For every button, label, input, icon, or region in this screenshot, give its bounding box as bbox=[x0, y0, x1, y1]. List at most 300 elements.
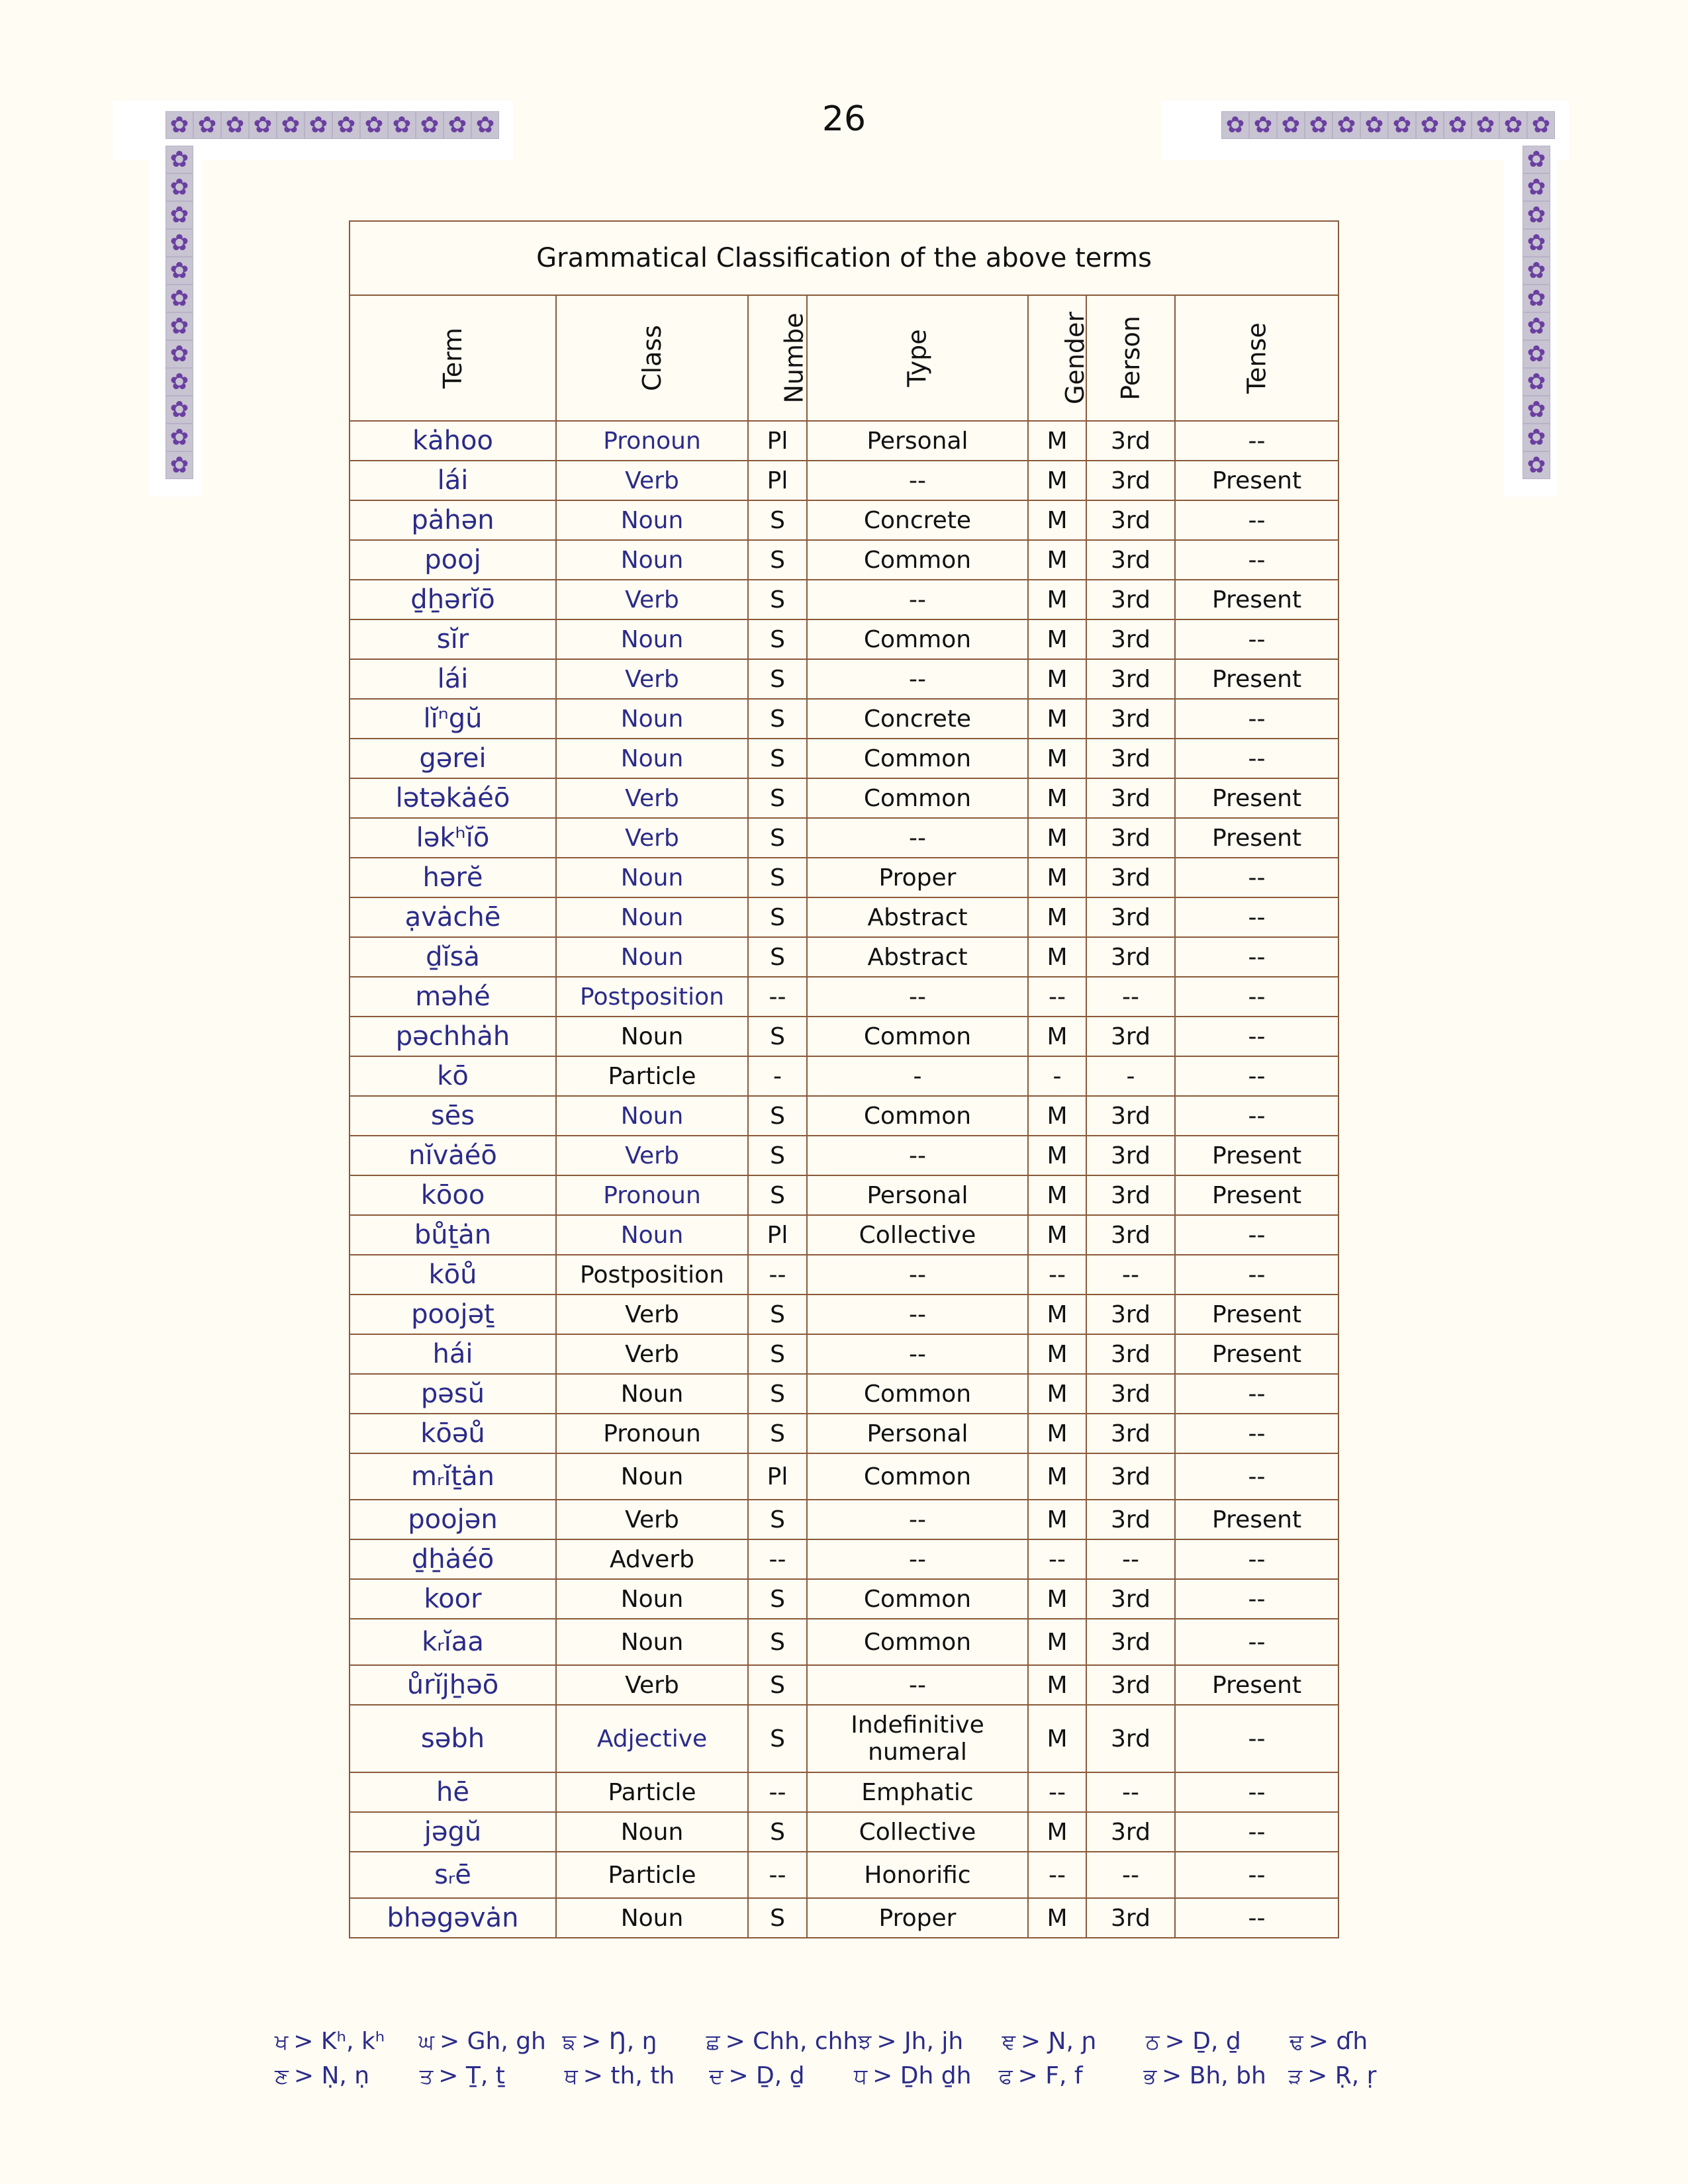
cell-person: 3rd bbox=[1086, 1414, 1175, 1453]
table-row bbox=[350, 421, 1338, 461]
cell-tense: Present bbox=[1175, 1295, 1338, 1334]
gurmukhi-letter: ਦ bbox=[709, 2063, 724, 2089]
cell-class: Verb bbox=[556, 1334, 748, 1374]
legend-item bbox=[565, 2062, 710, 2089]
legend-mapping: > Ɲ, ɲ bbox=[1020, 2027, 1097, 2055]
table-row bbox=[350, 1056, 1338, 1096]
cell-tense: -- bbox=[1175, 1374, 1338, 1414]
table-row bbox=[350, 699, 1338, 739]
cell-term: kōəů bbox=[350, 1414, 556, 1453]
flower-icon: ✿ bbox=[165, 340, 193, 368]
table-row bbox=[350, 1898, 1338, 1938]
cell-term: kō bbox=[350, 1056, 556, 1096]
cell-type: Common bbox=[807, 1374, 1028, 1414]
flower-icon: ✿ bbox=[1523, 257, 1550, 285]
cell-type: Collective bbox=[807, 1215, 1028, 1255]
cell-number: S bbox=[748, 1500, 807, 1539]
table-row bbox=[350, 739, 1338, 778]
gurmukhi-letter: ਢ bbox=[1289, 2028, 1303, 2054]
column-header-label: Type bbox=[903, 329, 932, 387]
cell-person: -- bbox=[1086, 1852, 1175, 1898]
legend-mapping: > Ḏh ḏh bbox=[872, 2062, 972, 2089]
cell-tense: Present bbox=[1175, 461, 1338, 500]
flower-icon: ✿ bbox=[1523, 173, 1550, 201]
legend-mapping: > th, th bbox=[583, 2062, 675, 2089]
legend-mapping: > Ṛ, ṛ bbox=[1307, 2062, 1377, 2089]
column-header-label: Tense bbox=[1242, 322, 1272, 394]
cell-class: Verb bbox=[556, 580, 748, 619]
cell-person: 3rd bbox=[1086, 619, 1175, 659]
cell-gender: -- bbox=[1028, 1772, 1086, 1812]
column-header-label: Gender bbox=[1060, 311, 1090, 405]
cell-type: - bbox=[807, 1056, 1028, 1096]
cell-term: lái bbox=[350, 659, 556, 699]
column-header-term bbox=[350, 295, 556, 421]
cell-tense: -- bbox=[1175, 1056, 1338, 1096]
cell-number: S bbox=[748, 500, 807, 540]
cell-tense: -- bbox=[1175, 1772, 1338, 1812]
cell-tense: -- bbox=[1175, 1453, 1338, 1500]
cell-gender: M bbox=[1028, 580, 1086, 619]
cell-tense: -- bbox=[1175, 1898, 1338, 1938]
cell-person: -- bbox=[1086, 1255, 1175, 1295]
gurmukhi-letter: ਤ bbox=[419, 2063, 434, 2089]
cell-tense: Present bbox=[1175, 1175, 1338, 1215]
cell-class: Noun bbox=[556, 1215, 748, 1255]
cell-type: Common bbox=[807, 1096, 1028, 1136]
gurmukhi-letter: ਥ bbox=[564, 2063, 578, 2089]
cell-type: Personal bbox=[807, 1414, 1028, 1453]
cell-class: Noun bbox=[556, 1453, 748, 1500]
gurmukhi-letter: ਝ bbox=[858, 2028, 872, 2054]
cell-person: 3rd bbox=[1086, 1096, 1175, 1136]
cell-number: S bbox=[748, 1096, 807, 1136]
cell-person: 3rd bbox=[1086, 1898, 1175, 1938]
flower-icon: ✿ bbox=[1523, 424, 1550, 451]
cell-type: Proper bbox=[807, 1898, 1028, 1938]
cell-number: S bbox=[748, 1705, 807, 1772]
legend-item bbox=[858, 2028, 1002, 2055]
flower-icon: ✿ bbox=[1523, 229, 1550, 257]
flower-icon: ✿ bbox=[1360, 111, 1388, 139]
legend-mapping: > Ṇ, ṇ bbox=[293, 2062, 370, 2089]
cell-type: -- bbox=[807, 580, 1028, 619]
cell-term: ůrĭjẖəō bbox=[350, 1665, 556, 1705]
cell-term: ḏẖȧéō bbox=[350, 1539, 556, 1579]
cell-number: S bbox=[748, 937, 807, 977]
cell-gender: -- bbox=[1028, 1852, 1086, 1898]
cell-class: Noun bbox=[556, 540, 748, 580]
flower-icon: ✿ bbox=[1305, 111, 1333, 139]
cell-class: Postposition bbox=[556, 1255, 748, 1295]
cell-class: Noun bbox=[556, 897, 748, 937]
cell-person: 3rd bbox=[1086, 858, 1175, 897]
gurmukhi-letter: ਞ bbox=[1002, 2028, 1015, 2054]
column-header-label: Person bbox=[1115, 316, 1145, 400]
flower-icon: ✿ bbox=[360, 111, 388, 139]
cell-term: sēs bbox=[350, 1096, 556, 1136]
cell-gender: M bbox=[1028, 1453, 1086, 1500]
cell-person: 3rd bbox=[1086, 1619, 1175, 1665]
cell-term: lái bbox=[350, 461, 556, 500]
legend-mapping: > Chh, chh bbox=[725, 2027, 859, 2055]
cell-class: Noun bbox=[556, 739, 748, 778]
cell-type: Common bbox=[807, 1579, 1028, 1619]
table-row bbox=[350, 1705, 1338, 1772]
cell-term: pooj bbox=[350, 540, 556, 580]
cell-number: S bbox=[748, 1374, 807, 1414]
cell-class: Verb bbox=[556, 659, 748, 699]
cell-type: Personal bbox=[807, 1175, 1028, 1215]
table-row bbox=[350, 540, 1338, 580]
cell-class: Postposition bbox=[556, 977, 748, 1017]
flower-icon: ✿ bbox=[1249, 111, 1277, 139]
legend-item bbox=[1288, 2062, 1433, 2089]
gurmukhi-letter: ਘ bbox=[418, 2028, 434, 2054]
cell-class: Verb bbox=[556, 461, 748, 500]
transliteration-legend bbox=[275, 2024, 1433, 2093]
cell-gender: M bbox=[1028, 540, 1086, 580]
cell-gender: M bbox=[1028, 1374, 1086, 1414]
cell-gender: -- bbox=[1028, 1539, 1086, 1579]
cell-term: gərei bbox=[350, 739, 556, 778]
legend-mapping: > Ḏ, ḏ bbox=[728, 2062, 805, 2089]
legend-mapping: > F, f bbox=[1017, 2062, 1083, 2089]
cell-gender: M bbox=[1028, 699, 1086, 739]
cell-term: bhəgəvȧn bbox=[350, 1898, 556, 1938]
cell-gender: M bbox=[1028, 1619, 1086, 1665]
flower-icon: ✿ bbox=[165, 285, 193, 312]
table-row bbox=[350, 1017, 1338, 1056]
cell-tense: -- bbox=[1175, 500, 1338, 540]
cell-person: 3rd bbox=[1086, 937, 1175, 977]
cell-type: Abstract bbox=[807, 937, 1028, 977]
cell-number: S bbox=[748, 699, 807, 739]
cell-tense: Present bbox=[1175, 1334, 1338, 1374]
cell-gender: M bbox=[1028, 1136, 1086, 1175]
cell-class: Verb bbox=[556, 818, 748, 858]
cell-type: -- bbox=[807, 1665, 1028, 1705]
table-row bbox=[350, 500, 1338, 540]
cell-type: -- bbox=[807, 659, 1028, 699]
table-row bbox=[350, 659, 1338, 699]
cell-gender: M bbox=[1028, 1295, 1086, 1334]
cell-number: S bbox=[748, 659, 807, 699]
cell-type: -- bbox=[807, 461, 1028, 500]
cell-number: S bbox=[748, 1414, 807, 1453]
cell-type: Concrete bbox=[807, 500, 1028, 540]
legend-mapping: > Ṯ, ṯ bbox=[438, 2062, 505, 2089]
cell-type: Honorific bbox=[807, 1852, 1028, 1898]
legend-mapping: > Kʰ, kʰ bbox=[293, 2027, 385, 2055]
cell-person: 3rd bbox=[1086, 1665, 1175, 1705]
gurmukhi-letter: ਠ bbox=[1145, 2028, 1160, 2054]
cell-gender: M bbox=[1028, 500, 1086, 540]
column-header-type bbox=[807, 295, 1028, 421]
table-row bbox=[350, 1665, 1338, 1705]
cell-tense: Present bbox=[1175, 659, 1338, 699]
cell-gender: M bbox=[1028, 1017, 1086, 1056]
cell-person: 3rd bbox=[1086, 1017, 1175, 1056]
legend-item bbox=[275, 2028, 418, 2055]
cell-tense: -- bbox=[1175, 1414, 1338, 1453]
flower-icon: ✿ bbox=[1388, 111, 1416, 139]
cell-type: -- bbox=[807, 1500, 1028, 1539]
legend-item bbox=[1144, 2062, 1289, 2089]
cell-number: Pl bbox=[748, 1215, 807, 1255]
cell-class: Particle bbox=[556, 1852, 748, 1898]
cell-term: hē bbox=[350, 1772, 556, 1812]
cell-person: 3rd bbox=[1086, 1500, 1175, 1539]
legend-mapping: > Ḏ, ḏ bbox=[1164, 2027, 1241, 2055]
table-row bbox=[350, 1096, 1338, 1136]
flower-icon: ✿ bbox=[1523, 201, 1550, 229]
cell-person: 3rd bbox=[1086, 580, 1175, 619]
cell-tense: -- bbox=[1175, 897, 1338, 937]
cell-term: səbh bbox=[350, 1705, 556, 1772]
cell-class: Verb bbox=[556, 1136, 748, 1175]
cell-person: 3rd bbox=[1086, 1579, 1175, 1619]
table-row bbox=[350, 1500, 1338, 1539]
cell-type: Emphatic bbox=[807, 1772, 1028, 1812]
flower-icon: ✿ bbox=[444, 111, 471, 139]
cell-class: Verb bbox=[556, 1500, 748, 1539]
cell-gender: M bbox=[1028, 1812, 1086, 1852]
legend-mapping: > Ŋ, ŋ bbox=[581, 2027, 657, 2055]
cell-gender: M bbox=[1028, 1500, 1086, 1539]
legend-item bbox=[275, 2062, 420, 2089]
cell-term: lĭⁿgŭ bbox=[350, 699, 556, 739]
cell-class: Noun bbox=[556, 500, 748, 540]
cell-person: 3rd bbox=[1086, 1215, 1175, 1255]
legend-item bbox=[999, 2062, 1144, 2089]
table-row bbox=[350, 461, 1338, 500]
legend-item bbox=[709, 2062, 854, 2089]
cell-number: S bbox=[748, 580, 807, 619]
cell-number: Pl bbox=[748, 421, 807, 461]
cell-tense: -- bbox=[1175, 1852, 1338, 1898]
cell-person: - bbox=[1086, 1056, 1175, 1096]
cell-number: S bbox=[748, 1017, 807, 1056]
cell-number: S bbox=[748, 897, 807, 937]
cell-person: 3rd bbox=[1086, 1453, 1175, 1500]
page-number: 26 bbox=[821, 99, 867, 139]
cell-class: Pronoun bbox=[556, 421, 748, 461]
table-row bbox=[350, 1295, 1338, 1334]
cell-class: Verb bbox=[556, 1665, 748, 1705]
table-row bbox=[350, 1539, 1338, 1579]
table-row bbox=[350, 897, 1338, 937]
flower-icon: ✿ bbox=[1416, 111, 1444, 139]
cell-person: 3rd bbox=[1086, 1374, 1175, 1414]
cell-tense: Present bbox=[1175, 818, 1338, 858]
flower-icon: ✿ bbox=[1523, 451, 1550, 479]
cell-number: S bbox=[748, 1175, 807, 1215]
legend-row bbox=[275, 2024, 1433, 2058]
cell-tense: -- bbox=[1175, 1539, 1338, 1579]
column-header-gender bbox=[1028, 295, 1090, 421]
cell-tense: -- bbox=[1175, 1619, 1338, 1665]
cell-person: -- bbox=[1086, 977, 1175, 1017]
cell-person: 3rd bbox=[1086, 540, 1175, 580]
flower-icon: ✿ bbox=[165, 111, 193, 139]
cell-type: -- bbox=[807, 818, 1028, 858]
legend-item bbox=[854, 2062, 999, 2089]
cell-gender: M bbox=[1028, 739, 1086, 778]
flower-icon: ✿ bbox=[1221, 111, 1249, 139]
cell-gender: M bbox=[1028, 1705, 1086, 1772]
cell-person: 3rd bbox=[1086, 778, 1175, 818]
cell-person: 3rd bbox=[1086, 699, 1175, 739]
gurmukhi-letter: ਣ bbox=[275, 2063, 289, 2089]
flower-icon: ✿ bbox=[165, 146, 193, 173]
cell-gender: -- bbox=[1028, 977, 1086, 1017]
cell-type: Common bbox=[807, 540, 1028, 580]
cell-class: Verb bbox=[556, 778, 748, 818]
cell-class: Particle bbox=[556, 1772, 748, 1812]
flower-icon: ✿ bbox=[165, 424, 193, 451]
cell-class: Noun bbox=[556, 1017, 748, 1056]
flower-icon: ✿ bbox=[165, 451, 193, 479]
table-row bbox=[350, 1812, 1338, 1852]
cell-person: 3rd bbox=[1086, 818, 1175, 858]
ornament-border-right bbox=[1523, 146, 1550, 479]
table-row bbox=[350, 1334, 1338, 1374]
cell-term: ləkʰĭō bbox=[350, 818, 556, 858]
legend-item bbox=[706, 2028, 859, 2055]
flower-icon: ✿ bbox=[388, 111, 416, 139]
cell-tense: -- bbox=[1175, 1017, 1338, 1056]
cell-gender: M bbox=[1028, 421, 1086, 461]
cell-term: sĭr bbox=[350, 619, 556, 659]
cell-type: Personal bbox=[807, 421, 1028, 461]
cell-number: S bbox=[748, 1619, 807, 1665]
column-header-label: Class bbox=[637, 325, 667, 391]
cell-number: S bbox=[748, 739, 807, 778]
cell-type: Common bbox=[807, 1017, 1028, 1056]
cell-person: 3rd bbox=[1086, 1295, 1175, 1334]
legend-mapping: > Gh, gh bbox=[440, 2027, 546, 2055]
cell-tense: Present bbox=[1175, 778, 1338, 818]
cell-term: məhé bbox=[350, 977, 556, 1017]
table-row bbox=[350, 1852, 1338, 1898]
flower-icon: ✿ bbox=[1523, 340, 1550, 368]
table-row bbox=[350, 619, 1338, 659]
column-header-number bbox=[748, 295, 807, 421]
cell-class: Noun bbox=[556, 858, 748, 897]
cell-person: 3rd bbox=[1086, 897, 1175, 937]
cell-number: -- bbox=[748, 1539, 807, 1579]
cell-term: pəchhȧh bbox=[350, 1017, 556, 1056]
legend-mapping: > ɗh bbox=[1308, 2027, 1368, 2055]
cell-number: S bbox=[748, 818, 807, 858]
cell-number: S bbox=[748, 858, 807, 897]
cell-term: kᵣĭaa bbox=[350, 1619, 556, 1665]
cell-gender: M bbox=[1028, 659, 1086, 699]
cell-term: ḏẖərĭō bbox=[350, 580, 556, 619]
cell-gender: -- bbox=[1028, 1255, 1086, 1295]
cell-tense: -- bbox=[1175, 1255, 1338, 1295]
cell-tense: -- bbox=[1175, 421, 1338, 461]
cell-tense: -- bbox=[1175, 1579, 1338, 1619]
cell-tense: Present bbox=[1175, 1665, 1338, 1705]
cell-class: Adjective bbox=[556, 1705, 748, 1772]
table-row bbox=[350, 1136, 1338, 1175]
ornament-border-top-right bbox=[1221, 111, 1555, 139]
cell-type: Indefinitive numeral bbox=[807, 1705, 1028, 1772]
table-row bbox=[350, 1374, 1338, 1414]
cell-type: Common bbox=[807, 1453, 1028, 1500]
cell-number: Pl bbox=[748, 1453, 807, 1500]
cell-tense: -- bbox=[1175, 858, 1338, 897]
cell-term: kȧhoo bbox=[350, 421, 556, 461]
flower-icon: ✿ bbox=[277, 111, 305, 139]
column-header-label: Term bbox=[438, 327, 467, 389]
cell-type: Proper bbox=[807, 858, 1028, 897]
cell-tense: -- bbox=[1175, 1705, 1338, 1772]
cell-gender: - bbox=[1028, 1056, 1086, 1096]
table-caption: Grammatical Classification of the above terms bbox=[350, 221, 1338, 295]
table-row bbox=[350, 1453, 1338, 1500]
column-header-class bbox=[556, 295, 748, 421]
cell-term: kōoo bbox=[350, 1175, 556, 1215]
flower-icon: ✿ bbox=[1472, 111, 1499, 139]
cell-person: 3rd bbox=[1086, 421, 1175, 461]
cell-tense: -- bbox=[1175, 540, 1338, 580]
table-header-row bbox=[350, 295, 1338, 421]
cell-term: sᵣē bbox=[350, 1852, 556, 1898]
table-body bbox=[350, 421, 1338, 1938]
cell-term: poojən bbox=[350, 1500, 556, 1539]
cell-tense: -- bbox=[1175, 739, 1338, 778]
cell-gender: M bbox=[1028, 1414, 1086, 1453]
cell-number: -- bbox=[748, 1255, 807, 1295]
flower-icon: ✿ bbox=[165, 257, 193, 285]
cell-number: - bbox=[748, 1056, 807, 1096]
legend-row bbox=[275, 2058, 1433, 2093]
cell-class: Noun bbox=[556, 1096, 748, 1136]
gurmukhi-letter: ਖ bbox=[275, 2028, 289, 2054]
cell-type: Collective bbox=[807, 1812, 1028, 1852]
table-row bbox=[350, 1175, 1338, 1215]
cell-class: Noun bbox=[556, 1579, 748, 1619]
flower-icon: ✿ bbox=[165, 201, 193, 229]
legend-mapping: > Jh, jh bbox=[876, 2027, 964, 2055]
flower-icon: ✿ bbox=[1333, 111, 1360, 139]
cell-number: -- bbox=[748, 1852, 807, 1898]
flower-icon: ✿ bbox=[165, 312, 193, 340]
ornament-border-top-left bbox=[165, 111, 499, 139]
cell-type: -- bbox=[807, 1136, 1028, 1175]
cell-person: 3rd bbox=[1086, 500, 1175, 540]
column-header-person bbox=[1086, 295, 1175, 421]
cell-number: S bbox=[748, 540, 807, 580]
cell-number: S bbox=[748, 1812, 807, 1852]
cell-gender: M bbox=[1028, 1096, 1086, 1136]
cell-term: ạvȧchē bbox=[350, 897, 556, 937]
cell-gender: M bbox=[1028, 937, 1086, 977]
cell-term: mᵣĭṯȧn bbox=[350, 1453, 556, 1500]
cell-number: S bbox=[748, 1898, 807, 1938]
cell-type: Common bbox=[807, 619, 1028, 659]
cell-class: Pronoun bbox=[556, 1414, 748, 1453]
table-row bbox=[350, 1215, 1338, 1255]
cell-class: Noun bbox=[556, 1898, 748, 1938]
cell-type: -- bbox=[807, 1295, 1028, 1334]
legend-item bbox=[562, 2028, 706, 2055]
cell-type: Common bbox=[807, 739, 1028, 778]
cell-number: Pl bbox=[748, 461, 807, 500]
